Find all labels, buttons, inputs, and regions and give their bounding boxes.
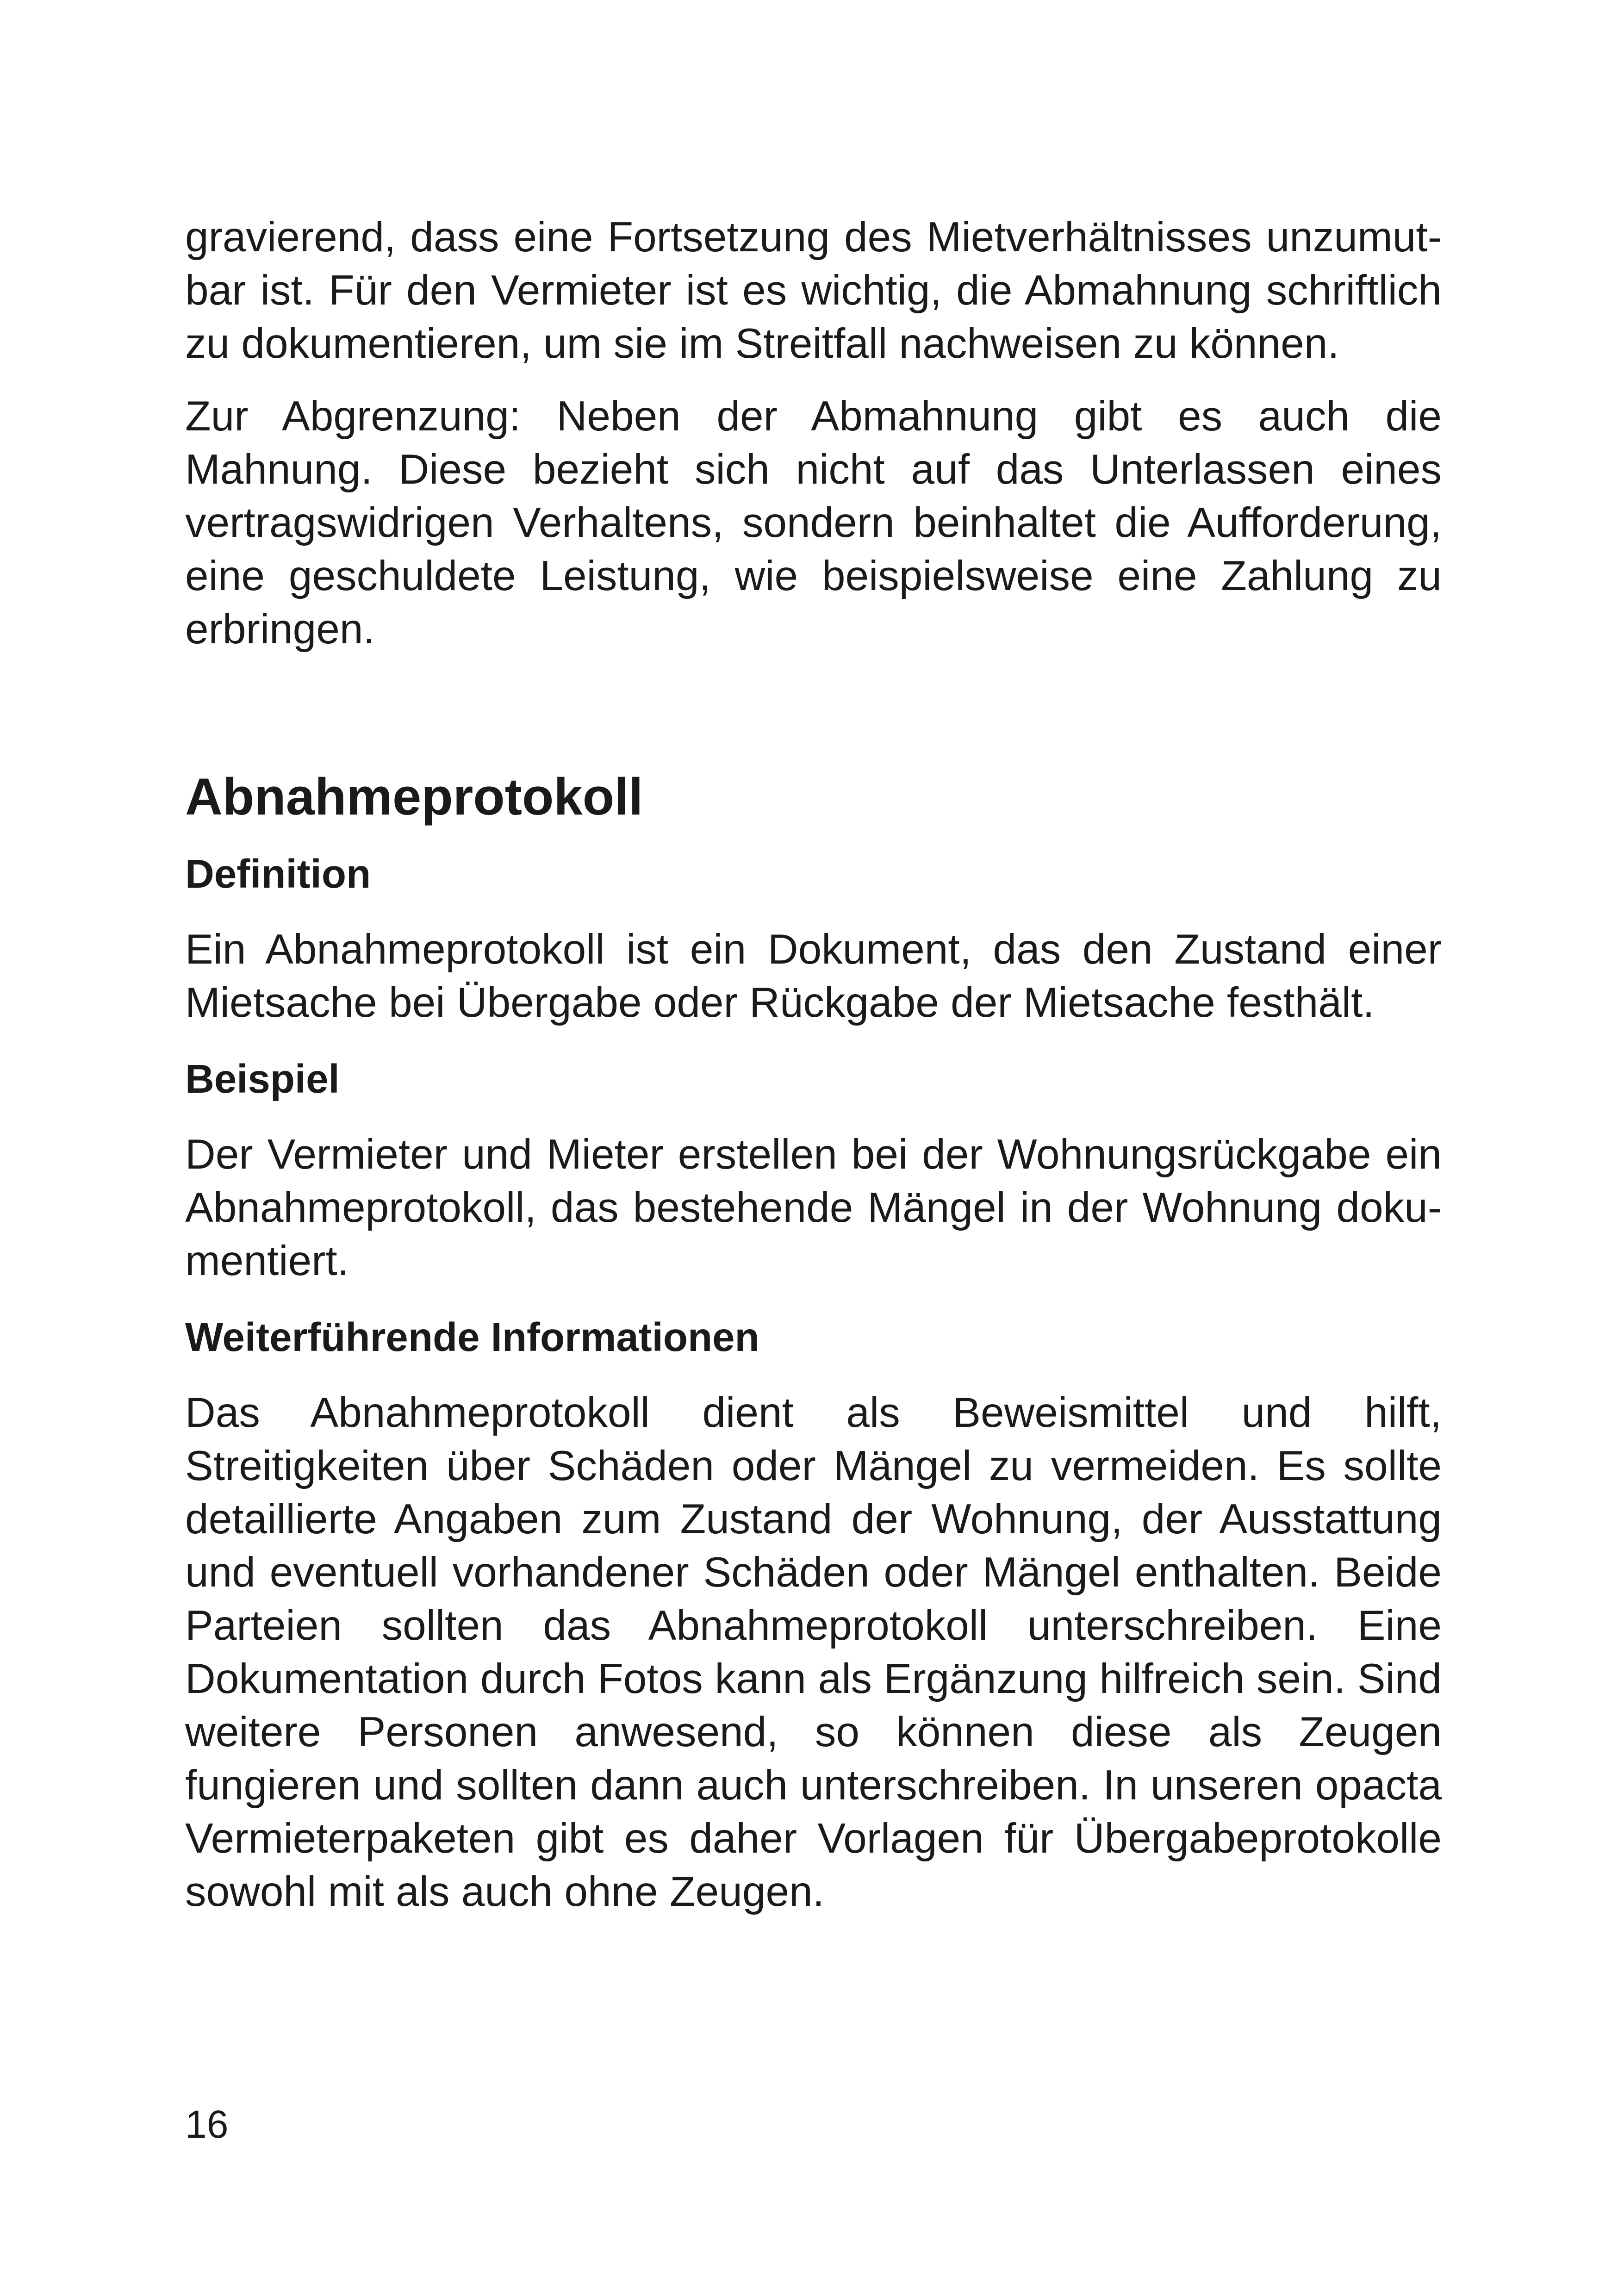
section-title: Abnahmeprotokoll (185, 768, 643, 826)
page-content (185, 211, 1442, 1918)
definition-text: Ein Abnahmeprotokoll ist ein Dokument, das den Zustand einer Mietsache bei Übergabe oder Rückgabe der Mietsache festhält. (185, 926, 1442, 1026)
further-info-text: Das Abnahmeprotokoll dient als Beweismittel und hilft, Streitigkeiten über Schäden oder Mängel zu vermeiden. Es sollte detaillierte Angaben zum Zustand der Wohnung, der Ausstattung und eventuell vorhandener Schäden oder Mängel enthalten. Beide Parteien sollten das Abnahmeprotokoll unterschreiben. Eine Dokumentation durch Fotos kann als Ergänzung hilfreich sein. Sind weitere Personen anwesend, so können diese als Zeugen fungieren und sollten dann auch unterschreiben. In unseren opacta Vermieterpaketen gibt es daher Vorlagen für Übergabeprotokolle sowohl mit als auch ohne Zeugen. (185, 1389, 1442, 1915)
further-info-heading: Weiterführende Informationen (185, 1315, 759, 1360)
intro-paragraph-1: gravierend, dass eine Fortsetzung des Mietverhältnisses unzumutbar ist. Für den Vermieter ist es wichtig, die Abmahnung schriftlich zu dokumentieren, um sie im Streitfall nachweisen zu können. (185, 214, 1442, 367)
example-text: Der Vermieter und Mieter erstellen bei der Wohnungsrückgabe ein Abnahmeprotokoll, das bestehende Mängel in der Wohnung dokumentiert. (185, 1131, 1442, 1284)
example-heading: Beispiel (185, 1057, 340, 1101)
intro-paragraph-2: Zur Abgrenzung: Neben der Abmahnung gibt es auch die Mahnung. Diese bezieht sich nicht auf das Unterlassen eines vertragswidrigen Verhaltens, sondern beinhaltet die Aufforderung, eine geschuldete Leistung, wie beispielsweise eine Zahlung zu erbringen. (185, 393, 1442, 653)
page-number: 16 (185, 2103, 229, 2146)
definition-heading: Definition (185, 852, 371, 896)
